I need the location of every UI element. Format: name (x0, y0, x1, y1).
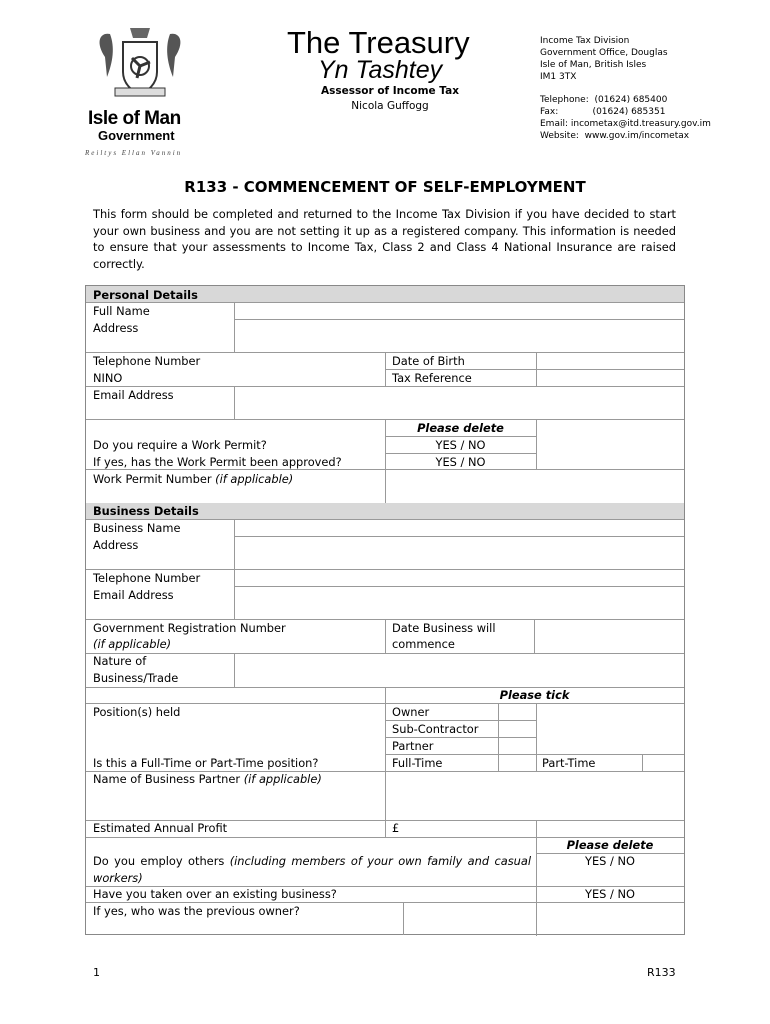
form-title: R133 - COMMENCEMENT OF SELF-EMPLOYMENT (184, 178, 586, 196)
permit-number-text: Work Permit Number (93, 472, 212, 486)
profit-field[interactable] (401, 821, 684, 837)
dob-label: Date of Birth (392, 354, 465, 368)
takeover-question: Have you taken over an existing business? (93, 887, 337, 901)
nature-field[interactable] (235, 654, 684, 686)
positions-held-label: Position(s) held (93, 705, 181, 719)
business-details-heading: Business Details (93, 504, 199, 518)
address-line-4: IM1 3TX (540, 72, 577, 82)
website[interactable]: Website: www.gov.im/incometax (540, 131, 690, 141)
please-tick-label: Please tick (499, 688, 570, 702)
tax-reference-label: Tax Reference (392, 371, 472, 385)
assessor-name: Nicola Guffogg (351, 100, 429, 112)
previous-owner-field[interactable] (404, 903, 684, 935)
subcontractor-label: Sub-Contractor (392, 722, 479, 736)
gov-registration-field[interactable] (236, 620, 384, 653)
fulltime-question: Is this a Full-Time or Part-Time position? (93, 756, 319, 770)
divider (385, 619, 386, 653)
business-address-label: Address (93, 538, 139, 552)
nature-label-2: Business/Trade (93, 671, 179, 685)
address-line-1: Income Tax Division (540, 36, 630, 46)
logo-government: Government (98, 128, 175, 143)
telephone: Telephone: (01624) 685400 (540, 95, 668, 105)
address-field[interactable] (235, 320, 684, 352)
divider (536, 703, 537, 771)
business-email-label: Email Address (93, 588, 174, 602)
intro-text: This form should be completed and returned to the Income Tax Division if you have decided to start your own business and you are not setting it up as a registered company. This information is needed to ensure that your assessments to Income Tax, Class 2 and Class 4 National Insurance are raised correctly. (93, 207, 676, 271)
parttime-tick-box[interactable] (643, 755, 684, 771)
full-name-label: Full Name (93, 304, 150, 318)
divider (385, 820, 386, 837)
business-name-field[interactable] (235, 520, 684, 536)
partner-name-text: Name of Business Partner (93, 772, 241, 786)
dept-title-manx: Yn Tashtey (318, 56, 443, 84)
partner-tick-box[interactable] (499, 738, 536, 754)
previous-owner-label: If yes, who was the previous owner? (93, 904, 300, 918)
parttime-label: Part-Time (542, 756, 596, 770)
isle-of-man-crest-logo (85, 22, 195, 102)
fulltime-label: Full-Time (392, 756, 443, 770)
tax-reference-field[interactable] (537, 370, 684, 386)
nature-label-1: Nature of (93, 654, 147, 668)
gov-registration-label: Government Registration Number (93, 621, 286, 635)
profit-label: Estimated Annual Profit (93, 821, 228, 835)
permit-approved-answer[interactable]: YES / NO (435, 455, 486, 469)
nino-label: NINO (93, 371, 123, 385)
page-number: 1 (93, 966, 100, 979)
dob-field[interactable] (537, 353, 684, 369)
fax: Fax: (01624) 685351 (540, 107, 666, 117)
address-label: Address (93, 321, 139, 335)
permit-number-field[interactable] (386, 470, 684, 503)
address-line-3: Isle of Man, British Isles (540, 60, 647, 70)
if-applicable-note: (if applicable) (243, 772, 322, 786)
date-commence-label-2: commence (392, 637, 455, 651)
partner-label: Partner (392, 739, 434, 753)
business-name-label: Business Name (93, 521, 181, 535)
form-table (85, 285, 685, 935)
fulltime-tick-box[interactable] (499, 755, 536, 771)
business-email-field[interactable] (235, 587, 684, 619)
employ-q-note: (including members of your own family and (229, 854, 490, 868)
divider (385, 737, 536, 738)
personal-details-heading: Personal Details (93, 288, 198, 302)
partner-name-field[interactable] (386, 772, 684, 820)
permit-number-label (93, 471, 293, 488)
permit-approved-question: If yes, has the Work Permit been approved? (93, 455, 342, 469)
owner-tick-box[interactable] (499, 704, 536, 720)
employ-answer[interactable]: YES / NO (585, 854, 635, 868)
email-field[interactable] (235, 387, 684, 419)
logo-isle-of-man: Isle of Man (88, 108, 181, 129)
email[interactable]: Email: incometax@itd.treasury.gov.im (540, 119, 711, 129)
if-applicable-note: (if applicable) (215, 472, 294, 486)
assessor-role: Assessor of Income Tax (321, 85, 459, 97)
divider (385, 720, 536, 721)
address-line-2: Government Office, Douglas (540, 48, 668, 58)
date-commence-field[interactable] (535, 620, 684, 653)
partner-name-label (93, 771, 322, 788)
subcontractor-tick-box[interactable] (499, 721, 536, 737)
employ-q-note-2: casual workers) (93, 854, 531, 885)
dept-title: The Treasury (287, 25, 470, 60)
employ-question (93, 853, 531, 886)
telephone-label: Telephone Number (93, 354, 201, 368)
gov-registration-note: (if applicable) (93, 637, 172, 651)
owner-label: Owner (392, 705, 430, 719)
date-commence-label-1: Date Business will (392, 621, 496, 635)
work-permit-question: Do you require a Work Permit? (93, 438, 267, 452)
profit-currency: £ (392, 821, 400, 835)
full-name-field[interactable] (235, 303, 684, 319)
divider (536, 419, 537, 469)
business-telephone-field[interactable] (235, 570, 684, 586)
form-code: R133 (647, 966, 676, 979)
business-telephone-label: Telephone Number (93, 571, 201, 585)
please-delete-label: Please delete (417, 421, 504, 435)
work-permit-answer[interactable]: YES / NO (435, 438, 486, 452)
please-delete-label-2: Please delete (566, 838, 654, 852)
business-address-field[interactable] (235, 537, 684, 569)
logo-motto: Reiltys Ellan Vannin (85, 149, 183, 157)
takeover-answer[interactable]: YES / NO (585, 887, 635, 901)
email-label: Email Address (93, 388, 174, 402)
employ-q-text: Do you employ others (93, 854, 225, 868)
